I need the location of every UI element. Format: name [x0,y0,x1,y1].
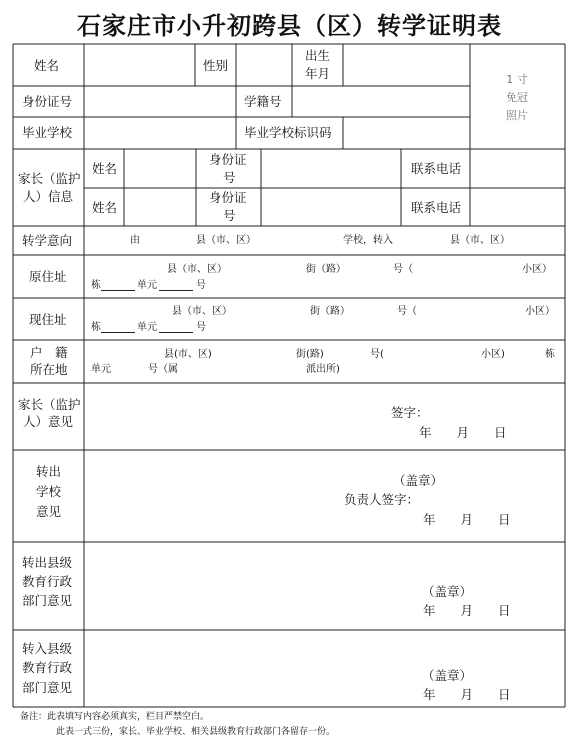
guardian2-name-label: 姓名 [92,200,118,215]
outgoing-school-label-line1: 转出 [36,464,62,479]
student-number-label: 学籍号 [244,94,282,109]
outgoing-bureau-date: 年 月 日 [423,603,511,618]
current-address-county: 县（市、区） [172,306,232,317]
transfer-county-to: 县（市、区） [450,235,510,246]
guardian-signature-label: 签字： [391,405,429,420]
outgoing-bureau-seal: （盖章） [422,584,473,599]
guardian1-id-label-line2: 号 [223,170,236,185]
original-address-unit: 单元 [137,280,157,291]
note-line2: 此表一式三份，家长、毕业学校、相关县级教育行政部门各留存一份。 [56,727,336,737]
original-address-community: 小区） [522,264,552,275]
incoming-bureau-date: 年 月 日 [423,687,511,702]
household-label-line2: 所在地 [30,362,68,377]
current-address-room: 号 [196,322,206,333]
outgoing-bureau-label-line2: 教育行政 [22,574,73,589]
guardian1-id-label-line1: 身份证 [209,152,247,167]
graduation-school-code-label: 毕业学校标识码 [244,125,332,140]
household-room: 号（属 [148,364,178,375]
guardian1-phone-label: 联系电话 [411,161,462,176]
outgoing-bureau-label-line1: 转出县级 [22,555,73,570]
outgoing-school-label-line2: 学校 [36,484,62,499]
household-building: 栋 [545,349,555,360]
household-number: 号( [370,349,384,360]
guardian2-phone-label: 联系电话 [411,200,462,215]
guardian-opinion-label-line2: 人）意见 [23,414,74,429]
photo-line2: 免冠 [506,91,528,104]
outgoing-school-principal-sign: 负责人签字： [344,492,420,507]
household-street: 街(路) [296,349,324,360]
birth-label-line1: 出生 [305,48,331,63]
current-address-building: 栋 [91,322,101,333]
photo-line1: 1 寸 [506,73,528,86]
outgoing-bureau-label-line3: 部门意见 [22,593,73,608]
gender-label: 性别 [203,58,229,73]
outgoing-school-label-line3: 意见 [36,504,62,519]
original-building-blank[interactable] [101,290,135,291]
original-address-street: 街（路） [306,264,346,275]
graduation-school-label: 毕业学校 [22,125,73,140]
current-address-label: 现住址 [29,312,67,327]
transfer-school-into: 学校，转入 [343,235,393,246]
birth-label-line2: 年月 [305,66,331,81]
household-county: 县(市、区) [164,349,212,360]
original-address-label: 原住址 [29,269,67,284]
outgoing-school-seal: （盖章） [393,473,444,488]
note-line1: 备注：此表填写内容必须真实，栏目严禁空白。 [20,712,210,722]
form-title: 石家庄市小升初跨县（区）转学证明表 [77,11,502,40]
incoming-bureau-label-line2: 教育行政 [22,660,73,675]
household-community: 小区) [481,349,505,360]
guardian1-name-label: 姓名 [92,161,118,176]
current-address-unit: 单元 [137,322,157,333]
transfer-from-text: 由 [130,235,140,246]
guardian2-id-label-line1: 身份证 [209,190,247,205]
current-unit-blank[interactable] [159,332,193,333]
original-address-room: 号 [196,280,206,291]
household-label-line1: 户 籍 [30,345,68,360]
name-label: 姓名 [34,58,60,73]
current-address-street: 街（路） [310,306,350,317]
guardian-opinion-label-line1: 家长（监护 [18,397,81,412]
current-address-community: 小区） [525,306,555,317]
guardian2-id-label-line2: 号 [223,208,236,223]
original-address-number: 号（ [393,264,413,275]
photo-line3: 照片 [506,109,528,122]
incoming-bureau-label-line3: 部门意见 [22,680,73,695]
household-police-station: 派出所) [306,364,340,375]
current-address-number: 号（ [397,306,417,317]
original-unit-blank[interactable] [159,290,193,291]
current-building-blank[interactable] [101,332,135,333]
original-address-county: 县（市、区） [167,264,227,275]
incoming-bureau-seal: （盖章） [422,668,473,683]
id-number-label: 身份证号 [22,94,73,109]
guardian-info-label-line1: 家长（监护 [18,171,81,186]
original-address-building: 栋 [91,280,101,291]
guardian-opinion-date: 年 月 日 [419,425,507,440]
incoming-bureau-label-line1: 转入县级 [22,641,73,656]
transfer-county-from: 县（市、区） [196,235,256,246]
outgoing-school-date: 年 月 日 [423,512,511,527]
guardian-info-label-line2: 人）信息 [23,189,74,204]
transfer-intent-label: 转学意向 [22,233,73,248]
household-unit: 单元 [91,364,111,375]
